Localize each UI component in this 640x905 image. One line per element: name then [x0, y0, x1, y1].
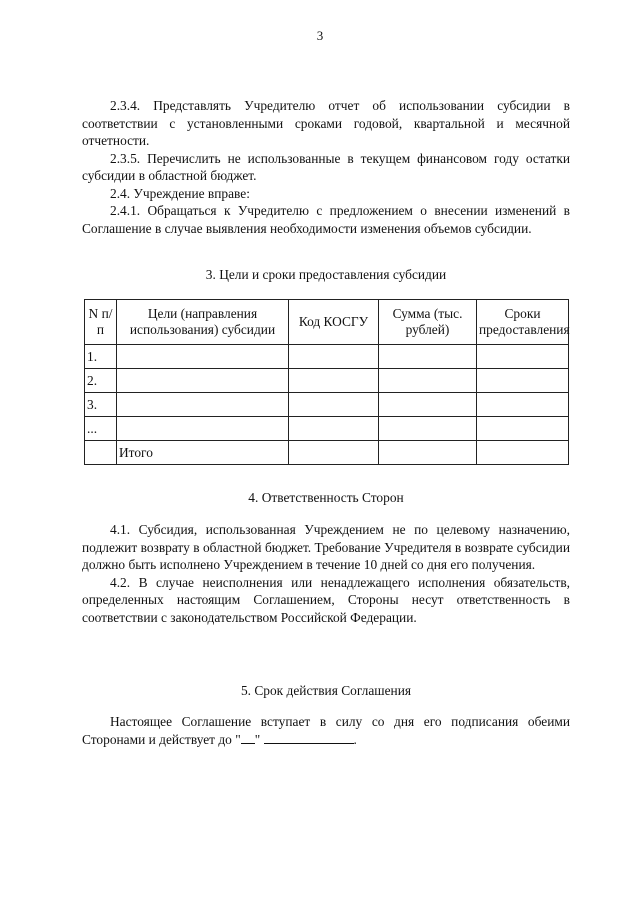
clause-2-4-1: 2.4.1. Обращаться к Учредителю с предложением о внесении изменений в Соглашение в случае выявления необходимости изменения объемов субсидии.: [82, 203, 570, 236]
table-cell: [477, 393, 569, 417]
header-number: N п/п: [85, 300, 117, 345]
table-header-row: [85, 300, 569, 345]
clauses-section-4: [82, 521, 570, 626]
table-cell: [117, 369, 289, 393]
table-cell: [379, 441, 477, 465]
section-5-body: [82, 713, 570, 748]
term-text: Настоящее Соглашение вступает в силу со дня его подписания обеими Сторонами и действует до ": [82, 714, 570, 747]
table-cell: [289, 441, 379, 465]
section-3-title: 3. Цели и сроки предоставления субсидии: [205, 267, 447, 282]
table-cell: 2.: [85, 369, 117, 393]
clause-2-3-4: 2.3.4. Представлять Учредителю отчет об использовании субсидии в соответствии с установленными сроками годовой, квартальной и месячной отчетности.: [82, 98, 570, 148]
table-cell: [379, 417, 477, 441]
table-cell: [289, 393, 379, 417]
header-kosgu-code: Код КОСГУ: [289, 300, 379, 345]
table-cell: [477, 345, 569, 369]
table-cell: [379, 393, 477, 417]
section-4-title: 4. Ответственность Сторон: [248, 490, 404, 505]
table-row: [85, 417, 569, 441]
clauses-section-2: [82, 97, 570, 237]
header-amount: Сумма (тыс. рублей): [379, 300, 477, 345]
table-cell: [289, 345, 379, 369]
clause-4-2: 4.2. В случае неисполнения или ненадлежащего исполнения обязательств, определенных настоящим Соглашением, Стороны несут ответственность в соответствии с законодательством Российской Федерации.: [82, 574, 570, 625]
table-cell: [85, 441, 117, 465]
table-cell: [379, 345, 477, 369]
table-row: [85, 369, 569, 393]
table-row: [85, 345, 569, 369]
table-cell: [117, 417, 289, 441]
table-cell: [117, 393, 289, 417]
header-terms: Сроки предоставления: [477, 300, 569, 345]
clause-2-4: 2.4. Учреждение вправе:: [110, 185, 250, 201]
table-cell: [477, 417, 569, 441]
page-number: 3: [316, 28, 324, 43]
table-cell: ...: [85, 417, 117, 441]
table-cell: [379, 369, 477, 393]
table-cell: [117, 345, 289, 369]
clause-4-1: 4.1. Субсидия, использованная Учреждением не по целевому назначению, подлежит возврату в областной бюджет. Требование Учредителя в возврате субсидии должно быть исполнено Учреждением в течение 10 дней со дня его получения.: [82, 522, 570, 572]
month-year-blank: [264, 732, 354, 744]
term-paragraph: [82, 713, 570, 748]
table-cell: [477, 441, 569, 465]
total-label: Итого: [117, 441, 289, 465]
table-cell: [477, 369, 569, 393]
table-cell: [289, 369, 379, 393]
sentence-end: .: [353, 731, 357, 747]
quote-close: ": [254, 731, 261, 747]
table-cell: [289, 417, 379, 441]
table-row: [85, 393, 569, 417]
table-cell: 3.: [85, 393, 117, 417]
table-total-row: [85, 441, 569, 465]
day-blank: [241, 732, 255, 744]
clause-2-3-5: 2.3.5. Перечислить не использованные в текущем финансовом году остатки субсидии в областной бюджет.: [82, 150, 570, 183]
table-cell: 1.: [85, 345, 117, 369]
subsidy-table: [84, 299, 569, 465]
section-5-title: 5. Срок действия Соглашения: [240, 683, 412, 698]
header-purpose: Цели (направления использования) субсидии: [117, 300, 289, 345]
